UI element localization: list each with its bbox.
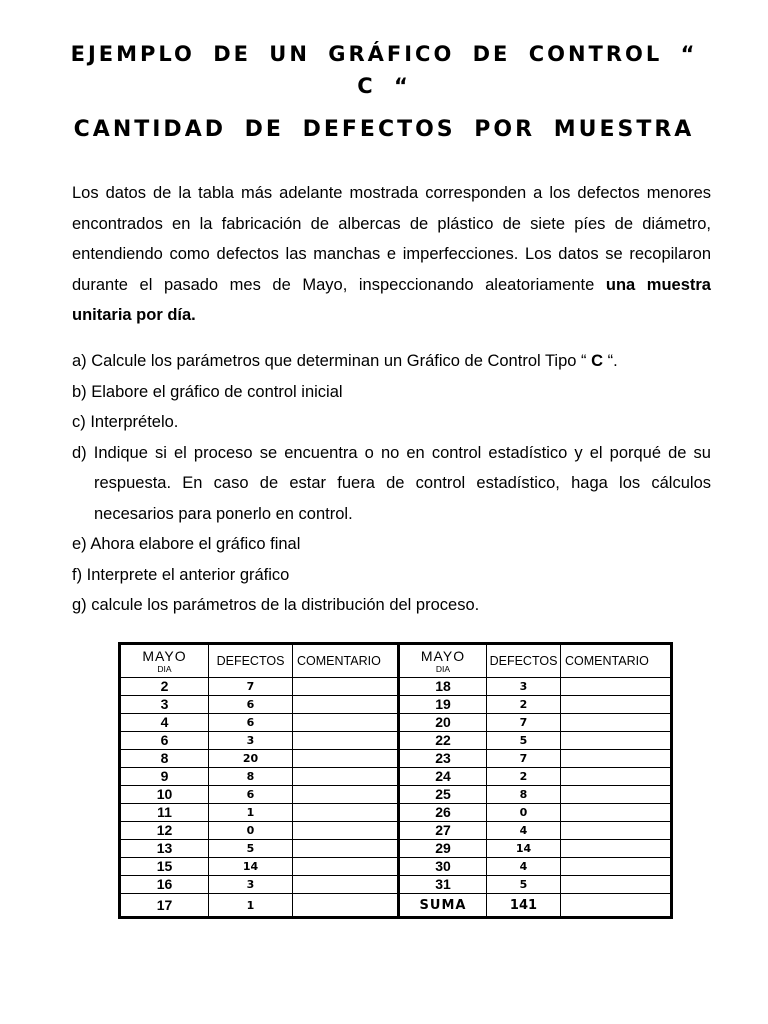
table-row (120, 894, 672, 918)
comment-cell (561, 732, 672, 750)
comment-cell (293, 696, 399, 714)
day-cell: 8 (120, 750, 209, 768)
defects-cell: 1 (209, 804, 293, 822)
defects-cell: 7 (487, 750, 561, 768)
defects-cell: 6 (209, 786, 293, 804)
header-mayo-left (120, 644, 209, 678)
table-row (120, 678, 672, 696)
day-cell: 9 (120, 768, 209, 786)
day-cell: 4 (120, 714, 209, 732)
defects-cell: 3 (209, 732, 293, 750)
defects-cell: 6 (209, 714, 293, 732)
defects-cell: 5 (487, 732, 561, 750)
comment-cell (293, 804, 399, 822)
intro-bold-text: una muestra unitaria por día. (72, 275, 711, 324)
defects-cell: 3 (209, 876, 293, 894)
defects-cell: 14 (487, 840, 561, 858)
comment-cell (561, 804, 672, 822)
questions-list (72, 346, 711, 621)
comment-cell (561, 894, 672, 918)
day-cell: 23 (399, 750, 487, 768)
day-cell: 25 (399, 786, 487, 804)
day-cell: 18 (399, 678, 487, 696)
suma-total: 141 (487, 894, 561, 918)
day-cell: 29 (399, 840, 487, 858)
table-row (120, 876, 672, 894)
title-line-2: C “ (357, 74, 411, 98)
defects-cell: 0 (209, 822, 293, 840)
comment-cell (561, 714, 672, 732)
defects-table (118, 642, 673, 919)
defects-cell: 8 (209, 768, 293, 786)
question-a-bold: C (591, 352, 604, 370)
day-cell: 30 (399, 858, 487, 876)
header-dia-label: DIA (435, 663, 451, 674)
comment-cell (293, 678, 399, 696)
comment-cell (293, 750, 399, 768)
question-b: b) Elabore el gráfico de control inicial (72, 382, 343, 401)
comment-cell (293, 786, 399, 804)
defects-cell: 2 (487, 696, 561, 714)
comment-cell (561, 786, 672, 804)
day-cell: 16 (120, 876, 209, 894)
header-mayo-label: MAYO (420, 647, 466, 664)
comment-cell (561, 696, 672, 714)
defects-cell: 3 (487, 678, 561, 696)
day-cell: 10 (120, 786, 209, 804)
comment-cell (561, 858, 672, 876)
document-subtitle: CANTIDAD DE DEFECTOS POR MUESTRA (73, 117, 695, 142)
question-a-pre: a) Calcule los parámetros que determinan un Gráfico de Control Tipo “ (72, 352, 592, 370)
defects-cell: 20 (209, 750, 293, 768)
comment-cell (293, 894, 399, 918)
defects-cell: 7 (487, 714, 561, 732)
title-line-1: EJEMPLO DE UN GRÁFICO DE CONTROL “ (70, 42, 698, 66)
day-cell: 3 (120, 696, 209, 714)
defects-cell: 6 (209, 696, 293, 714)
header-defectos-right: DEFECTOS (487, 644, 561, 678)
header-comentario-right: COMENTARIO (561, 644, 672, 678)
defects-cell: 7 (209, 678, 293, 696)
table-row (120, 768, 672, 786)
day-cell: 2 (120, 678, 209, 696)
table-row (120, 750, 672, 768)
comment-cell (293, 714, 399, 732)
question-f: f) Interprete el anterior gráfico (72, 565, 290, 584)
table-row (120, 804, 672, 822)
day-cell: 27 (399, 822, 487, 840)
header-defectos-left: DEFECTOS (209, 644, 293, 678)
day-cell: 20 (399, 714, 487, 732)
table-row (120, 822, 672, 840)
day-cell: 24 (399, 768, 487, 786)
day-cell: 19 (399, 696, 487, 714)
defects-cell: 2 (487, 768, 561, 786)
intro-paragraph (72, 178, 711, 331)
comment-cell (561, 840, 672, 858)
comment-cell (561, 678, 672, 696)
day-cell: 31 (399, 876, 487, 894)
intro-text: Los datos de la tabla más adelante mostrada corresponden a los defectos menores encontrados en la fabricación de albercas de plástico de siete píes de diámetro, entendiendo como defectos las manchas e imperfecciones. Los datos se recopilaron durante el pasado mes de Mayo, inspeccionando aleatoriamente (72, 184, 711, 294)
table-row (120, 732, 672, 750)
table-row (120, 786, 672, 804)
defects-cell: 14 (209, 858, 293, 876)
question-g: g) calcule los parámetros de la distribución del proceso. (72, 596, 480, 614)
question-d: d) Indique si el proceso se encuentra o no en control estadístico y el porqué de su respuesta. En caso de estar fuera de control estadístico, haga los cálculos necesarios para ponerlo en control. (72, 443, 711, 523)
table-row (120, 840, 672, 858)
header-dia-label: DIA (157, 663, 172, 674)
defects-cell: 5 (487, 876, 561, 894)
comment-cell (293, 858, 399, 876)
day-cell: 6 (120, 732, 209, 750)
day-cell: 26 (399, 804, 487, 822)
header-mayo-label: MAYO (142, 647, 187, 664)
comment-cell (561, 876, 672, 894)
day-cell: 15 (120, 858, 209, 876)
defects-cell: 0 (487, 804, 561, 822)
comment-cell (293, 876, 399, 894)
defects-cell: 4 (487, 858, 561, 876)
suma-label: SUMA (399, 894, 487, 918)
comment-cell (293, 768, 399, 786)
comment-cell (293, 840, 399, 858)
document-title (60, 38, 708, 102)
defects-cell: 8 (487, 786, 561, 804)
defects-cell: 4 (487, 822, 561, 840)
comment-cell (293, 732, 399, 750)
comment-cell (293, 822, 399, 840)
question-a (72, 346, 711, 377)
day-cell: 11 (120, 804, 209, 822)
day-cell: 13 (120, 840, 209, 858)
table-row (120, 858, 672, 876)
header-mayo-right (399, 644, 487, 678)
table-header-row (120, 644, 672, 678)
table-row (120, 714, 672, 732)
comment-cell (561, 822, 672, 840)
table-row (120, 696, 672, 714)
day-cell: 17 (120, 894, 209, 918)
day-cell: 12 (120, 822, 209, 840)
defects-cell: 5 (209, 840, 293, 858)
comment-cell (561, 768, 672, 786)
question-a-post: “. (603, 352, 618, 370)
defects-cell: 1 (209, 894, 293, 918)
question-c: c) Interprételo. (72, 413, 179, 431)
comment-cell (561, 750, 672, 768)
day-cell: 22 (399, 732, 487, 750)
question-e: e) Ahora elabore el gráfico final (72, 535, 301, 553)
header-comentario-left: COMENTARIO (293, 644, 399, 678)
